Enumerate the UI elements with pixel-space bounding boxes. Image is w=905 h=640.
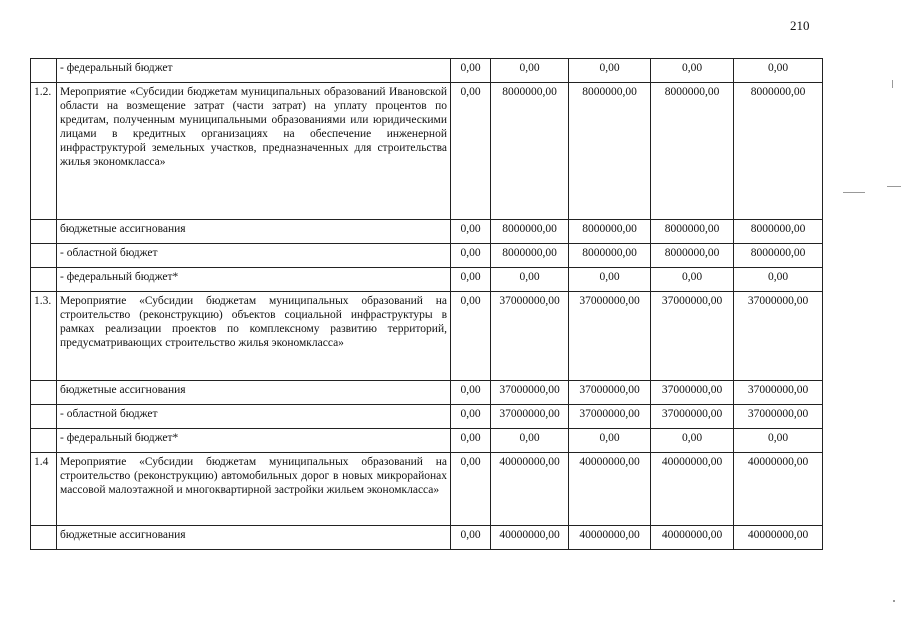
table-row <box>31 405 823 429</box>
row-label: - федеральный бюджет <box>57 59 451 83</box>
row-number <box>31 244 57 268</box>
value-cell-2: 37000000,00 <box>491 292 569 381</box>
scan-speck <box>843 192 865 193</box>
value-cell-4: 0,00 <box>651 59 734 83</box>
row-number <box>31 429 57 453</box>
value-cell-5: 37000000,00 <box>734 292 823 381</box>
value-cell-4: 37000000,00 <box>651 292 734 381</box>
value-cell-4: 40000000,00 <box>651 526 734 550</box>
value-cell-4: 8000000,00 <box>651 220 734 244</box>
row-number <box>31 405 57 429</box>
table-row <box>31 220 823 244</box>
table-row <box>31 59 823 83</box>
value-cell-3: 37000000,00 <box>569 292 651 381</box>
row-label: - федеральный бюджет* <box>57 268 451 292</box>
value-cell-2: 40000000,00 <box>491 526 569 550</box>
value-cell-4: 8000000,00 <box>651 244 734 268</box>
value-cell-5: 0,00 <box>734 429 823 453</box>
value-cell-5: 0,00 <box>734 268 823 292</box>
value-cell-1: 0,00 <box>451 526 491 550</box>
value-cell-5: 8000000,00 <box>734 220 823 244</box>
value-cell-4: 0,00 <box>651 268 734 292</box>
value-cell-1: 0,00 <box>451 220 491 244</box>
page-number: 210 <box>790 18 810 33</box>
value-cell-1: 0,00 <box>451 244 491 268</box>
value-cell-3: 8000000,00 <box>569 244 651 268</box>
row-label: бюджетные ассигнования <box>57 381 451 405</box>
value-cell-2: 0,00 <box>491 268 569 292</box>
table-row <box>31 429 823 453</box>
value-cell-3: 8000000,00 <box>569 220 651 244</box>
value-cell-1: 0,00 <box>451 59 491 83</box>
value-cell-3: 0,00 <box>569 429 651 453</box>
value-cell-5: 40000000,00 <box>734 526 823 550</box>
value-cell-1: 0,00 <box>451 381 491 405</box>
value-cell-4: 8000000,00 <box>651 83 734 220</box>
row-label: - федеральный бюджет* <box>57 429 451 453</box>
value-cell-3: 40000000,00 <box>569 453 651 526</box>
value-cell-5: 8000000,00 <box>734 83 823 220</box>
value-cell-4: 0,00 <box>651 429 734 453</box>
value-cell-1: 0,00 <box>451 83 491 220</box>
value-cell-2: 8000000,00 <box>491 83 569 220</box>
row-number <box>31 526 57 550</box>
row-number <box>31 220 57 244</box>
scan-speck <box>892 80 893 88</box>
table-row <box>31 526 823 550</box>
value-cell-2: 37000000,00 <box>491 405 569 429</box>
scan-speck <box>893 600 895 602</box>
value-cell-1: 0,00 <box>451 453 491 526</box>
table-row <box>31 292 823 381</box>
row-number <box>31 59 57 83</box>
value-cell-3: 37000000,00 <box>569 381 651 405</box>
value-cell-3: 0,00 <box>569 59 651 83</box>
row-label: бюджетные ассигнования <box>57 220 451 244</box>
value-cell-4: 40000000,00 <box>651 453 734 526</box>
activity-description: Мероприятие «Субсидии бюджетам муниципальных образований на строительство (реконструкцию) объектов социальной инфраструктуры в рамках реализации проектов по комплексному развитию территорий, предусматривающих строительство жилья экономкласса» <box>57 292 451 381</box>
value-cell-1: 0,00 <box>451 268 491 292</box>
row-number: 1.4 <box>31 453 57 526</box>
value-cell-5: 0,00 <box>734 59 823 83</box>
row-label: - областной бюджет <box>57 405 451 429</box>
value-cell-2: 8000000,00 <box>491 220 569 244</box>
value-cell-4: 37000000,00 <box>651 381 734 405</box>
activity-description: Мероприятие «Субсидии бюджетам муниципальных образований Ивановской области на возмещение затрат (части затрат) на уплату процентов по кредитам, полученным муниципальными образованиями или юридическими лицами в кредитных организациях на обеспечение инженерной инфраструктурой земельных участков, предназначенных для строительства жилья экономкласса» <box>57 83 451 220</box>
row-number <box>31 268 57 292</box>
table-row <box>31 83 823 220</box>
table-row <box>31 381 823 405</box>
value-cell-4: 37000000,00 <box>651 405 734 429</box>
value-cell-3: 40000000,00 <box>569 526 651 550</box>
value-cell-5: 37000000,00 <box>734 405 823 429</box>
table-row <box>31 244 823 268</box>
value-cell-3: 0,00 <box>569 268 651 292</box>
value-cell-2: 8000000,00 <box>491 244 569 268</box>
row-number: 1.2. <box>31 83 57 220</box>
value-cell-3: 37000000,00 <box>569 405 651 429</box>
budget-table <box>30 58 823 550</box>
value-cell-5: 40000000,00 <box>734 453 823 526</box>
value-cell-3: 8000000,00 <box>569 83 651 220</box>
activity-description: Мероприятие «Субсидии бюджетам муниципальных образований на строительство (реконструкцию) автомобильных дорог в новых микрорайонах массовой малоэтажной и многоквартирной застройки жильем экономкласса» <box>57 453 451 526</box>
row-label: - областной бюджет <box>57 244 451 268</box>
value-cell-5: 37000000,00 <box>734 381 823 405</box>
row-label: бюджетные ассигнования <box>57 526 451 550</box>
value-cell-2: 40000000,00 <box>491 453 569 526</box>
value-cell-2: 37000000,00 <box>491 381 569 405</box>
scan-speck <box>887 186 901 187</box>
table-row <box>31 268 823 292</box>
value-cell-1: 0,00 <box>451 405 491 429</box>
row-number <box>31 381 57 405</box>
row-number: 1.3. <box>31 292 57 381</box>
value-cell-2: 0,00 <box>491 429 569 453</box>
value-cell-5: 8000000,00 <box>734 244 823 268</box>
value-cell-1: 0,00 <box>451 292 491 381</box>
value-cell-2: 0,00 <box>491 59 569 83</box>
table-row <box>31 453 823 526</box>
value-cell-1: 0,00 <box>451 429 491 453</box>
